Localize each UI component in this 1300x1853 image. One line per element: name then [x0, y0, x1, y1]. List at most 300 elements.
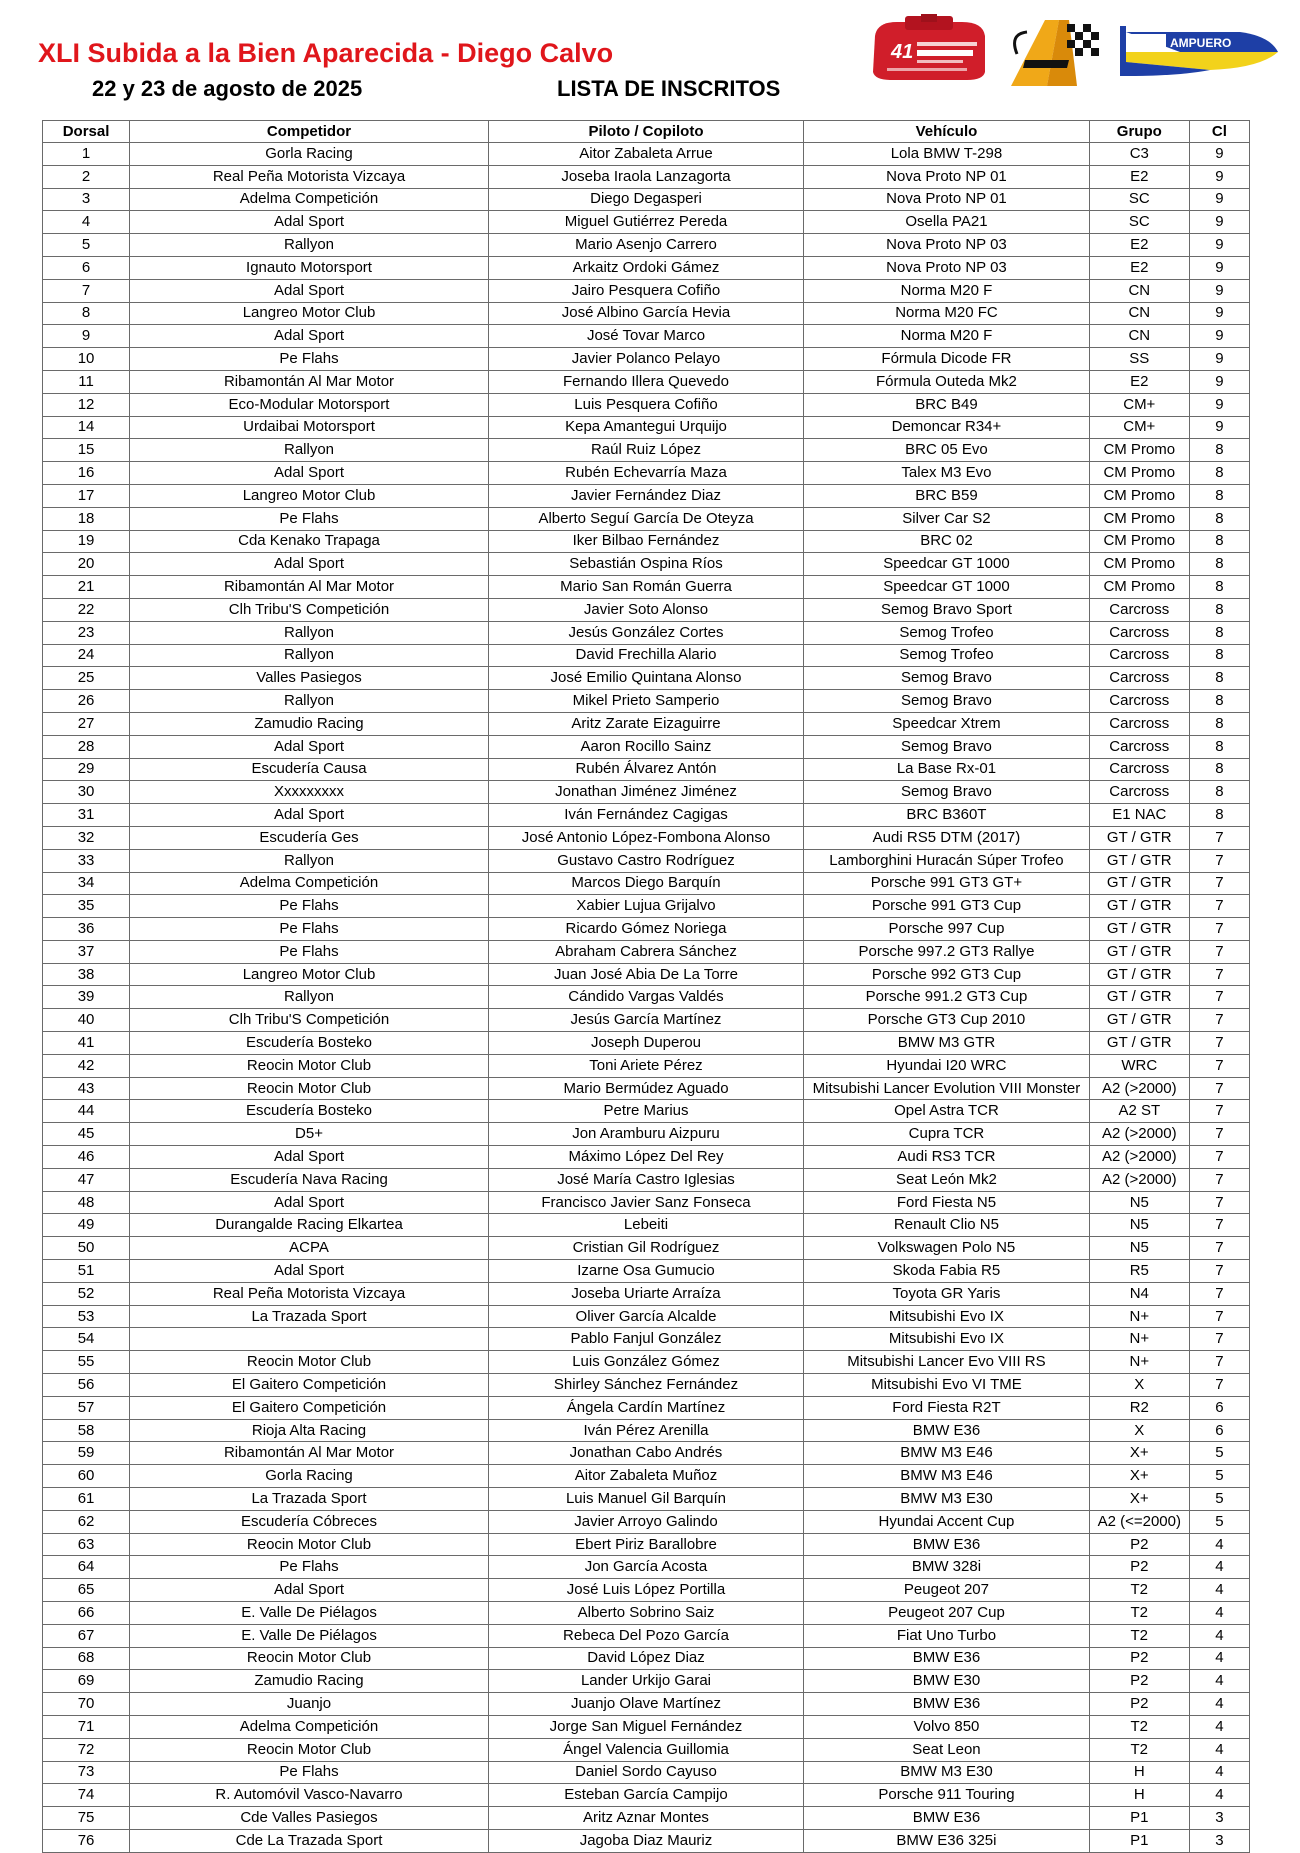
cell-competitor: Gorla Racing: [130, 143, 489, 166]
cell-group: SC: [1089, 211, 1189, 234]
cell-dorsal: 66: [43, 1602, 130, 1625]
cell-dorsal: 8: [43, 302, 130, 325]
cell-group: N5: [1089, 1191, 1189, 1214]
cell-group: H: [1089, 1784, 1189, 1807]
cell-competitor: Escudería Cóbreces: [130, 1510, 489, 1533]
cell-vehicle: Audi RS5 DTM (2017): [804, 826, 1090, 849]
cell-driver: Iván Fernández Cagigas: [488, 804, 803, 827]
cell-group: CM Promo: [1089, 439, 1189, 462]
cell-group: A2 ST: [1089, 1100, 1189, 1123]
table-row: [43, 1396, 1250, 1419]
cell-group: R2: [1089, 1396, 1189, 1419]
table-row: [43, 1579, 1250, 1602]
cell-class: 7: [1189, 1123, 1249, 1146]
cell-group: Carcross: [1089, 781, 1189, 804]
cell-competitor: La Trazada Sport: [130, 1305, 489, 1328]
table-row: [43, 1829, 1250, 1852]
table-row: [43, 712, 1250, 735]
cell-class: 4: [1189, 1738, 1249, 1761]
cell-dorsal: 25: [43, 667, 130, 690]
cell-class: 6: [1189, 1396, 1249, 1419]
cell-competitor: Rallyon: [130, 439, 489, 462]
cell-class: 8: [1189, 781, 1249, 804]
cell-driver: Jesús González Cortes: [488, 621, 803, 644]
table-row: [43, 986, 1250, 1009]
table-row: [43, 690, 1250, 713]
cell-driver: Esteban García Campijo: [488, 1784, 803, 1807]
cell-group: C3: [1089, 143, 1189, 166]
cell-dorsal: 70: [43, 1693, 130, 1716]
cell-group: P2: [1089, 1556, 1189, 1579]
cell-vehicle: Fórmula Dicode FR: [804, 348, 1090, 371]
table-row: [43, 667, 1250, 690]
cell-vehicle: Semog Trofeo: [804, 644, 1090, 667]
cell-competitor: Pe Flahs: [130, 1761, 489, 1784]
table-row: [43, 484, 1250, 507]
cell-class: 8: [1189, 644, 1249, 667]
cell-dorsal: 3: [43, 188, 130, 211]
cell-driver: Luis González Gómez: [488, 1351, 803, 1374]
cell-class: 4: [1189, 1670, 1249, 1693]
cell-dorsal: 60: [43, 1465, 130, 1488]
cell-class: 7: [1189, 1374, 1249, 1397]
cell-dorsal: 52: [43, 1282, 130, 1305]
cell-dorsal: 7: [43, 279, 130, 302]
cell-competitor: Adal Sport: [130, 1260, 489, 1283]
cell-competitor: Real Peña Motorista Vizcaya: [130, 165, 489, 188]
cell-vehicle: BMW M3 E30: [804, 1488, 1090, 1511]
page-title: XLI Subida a la Bien Aparecida - Diego Calvo: [38, 38, 614, 68]
cell-group: A2 (>2000): [1089, 1123, 1189, 1146]
cell-driver: Jairo Pesquera Cofiño: [488, 279, 803, 302]
cell-competitor: Rallyon: [130, 234, 489, 257]
cell-class: 7: [1189, 986, 1249, 1009]
cell-group: CM Promo: [1089, 576, 1189, 599]
cell-competitor: D5+: [130, 1123, 489, 1146]
table-row: [43, 1419, 1250, 1442]
cell-class: 9: [1189, 325, 1249, 348]
cell-driver: Toni Ariete Pérez: [488, 1054, 803, 1077]
cell-vehicle: Talex M3 Evo: [804, 462, 1090, 485]
cell-dorsal: 54: [43, 1328, 130, 1351]
cell-group: P1: [1089, 1807, 1189, 1830]
cell-group: T2: [1089, 1738, 1189, 1761]
cell-class: 4: [1189, 1693, 1249, 1716]
table-row: [43, 1191, 1250, 1214]
cell-group: GT / GTR: [1089, 872, 1189, 895]
cell-dorsal: 62: [43, 1510, 130, 1533]
cell-dorsal: 28: [43, 735, 130, 758]
cell-class: 8: [1189, 712, 1249, 735]
cell-driver: Joseba Uriarte Arraíza: [488, 1282, 803, 1305]
table-row: [43, 1168, 1250, 1191]
cell-group: E1 NAC: [1089, 804, 1189, 827]
table-row: [43, 1328, 1250, 1351]
cell-dorsal: 34: [43, 872, 130, 895]
cell-driver: Luis Manuel Gil Barquín: [488, 1488, 803, 1511]
cell-vehicle: Audi RS3 TCR: [804, 1146, 1090, 1169]
cell-class: 7: [1189, 1032, 1249, 1055]
table-row: [43, 598, 1250, 621]
cell-competitor: Escudería Causa: [130, 758, 489, 781]
cell-dorsal: 20: [43, 553, 130, 576]
cell-class: 7: [1189, 872, 1249, 895]
cell-competitor: [130, 1328, 489, 1351]
table-row: [43, 462, 1250, 485]
table-row: [43, 325, 1250, 348]
table-row: [43, 758, 1250, 781]
cell-vehicle: BMW M3 E46: [804, 1442, 1090, 1465]
table-row: [43, 348, 1250, 371]
cell-dorsal: 1: [43, 143, 130, 166]
table-row: [43, 1807, 1250, 1830]
cell-dorsal: 56: [43, 1374, 130, 1397]
cell-class: 8: [1189, 621, 1249, 644]
cell-group: X+: [1089, 1442, 1189, 1465]
cell-driver: Rubén Echevarría Maza: [488, 462, 803, 485]
cell-dorsal: 64: [43, 1556, 130, 1579]
cell-class: 9: [1189, 393, 1249, 416]
cell-class: 7: [1189, 1009, 1249, 1032]
cell-dorsal: 16: [43, 462, 130, 485]
cell-competitor: Adal Sport: [130, 1191, 489, 1214]
cell-group: E2: [1089, 165, 1189, 188]
cell-class: 7: [1189, 1282, 1249, 1305]
cell-group: GT / GTR: [1089, 1032, 1189, 1055]
cell-driver: Javier Soto Alonso: [488, 598, 803, 621]
cell-driver: Joseph Duperou: [488, 1032, 803, 1055]
cell-class: 8: [1189, 667, 1249, 690]
cell-driver: Aaron Rocillo Sainz: [488, 735, 803, 758]
cell-competitor: Pe Flahs: [130, 348, 489, 371]
table-row: [43, 1670, 1250, 1693]
cell-driver: Petre Marius: [488, 1100, 803, 1123]
cell-vehicle: BMW M3 GTR: [804, 1032, 1090, 1055]
cell-driver: Mario Bermúdez Aguado: [488, 1077, 803, 1100]
cell-competitor: E. Valle De Piélagos: [130, 1624, 489, 1647]
cell-driver: Ángela Cardín Martínez: [488, 1396, 803, 1419]
cell-group: P2: [1089, 1533, 1189, 1556]
table-row: [43, 1715, 1250, 1738]
table-row: [43, 1054, 1250, 1077]
cell-dorsal: 65: [43, 1579, 130, 1602]
cell-group: N+: [1089, 1351, 1189, 1374]
cell-dorsal: 5: [43, 234, 130, 257]
cell-dorsal: 15: [43, 439, 130, 462]
cell-vehicle: BMW E36: [804, 1807, 1090, 1830]
table-row: [43, 1442, 1250, 1465]
table-row: [43, 1009, 1250, 1032]
cell-competitor: Rallyon: [130, 644, 489, 667]
column-header-group: Grupo: [1089, 121, 1189, 143]
cell-driver: José Luis López Portilla: [488, 1579, 803, 1602]
cell-competitor: Escudería Bosteko: [130, 1032, 489, 1055]
cell-dorsal: 30: [43, 781, 130, 804]
cell-class: 4: [1189, 1579, 1249, 1602]
table-row: [43, 1374, 1250, 1397]
cell-dorsal: 55: [43, 1351, 130, 1374]
cell-vehicle: Seat Leon: [804, 1738, 1090, 1761]
cell-group: CM Promo: [1089, 484, 1189, 507]
cell-competitor: Clh Tribu'S Competición: [130, 1009, 489, 1032]
cell-dorsal: 39: [43, 986, 130, 1009]
cell-driver: Jorge San Miguel Fernández: [488, 1715, 803, 1738]
table-row: [43, 1510, 1250, 1533]
cell-dorsal: 53: [43, 1305, 130, 1328]
cell-class: 8: [1189, 553, 1249, 576]
table-row: [43, 439, 1250, 462]
cell-vehicle: Mitsubishi Lancer Evo VIII RS: [804, 1351, 1090, 1374]
cell-vehicle: Speedcar GT 1000: [804, 553, 1090, 576]
cell-class: 9: [1189, 188, 1249, 211]
cell-group: CM Promo: [1089, 553, 1189, 576]
cell-dorsal: 67: [43, 1624, 130, 1647]
table-row: [43, 1214, 1250, 1237]
table-header-row: [43, 121, 1250, 143]
cell-dorsal: 73: [43, 1761, 130, 1784]
cell-dorsal: 41: [43, 1032, 130, 1055]
table-row: [43, 234, 1250, 257]
cell-dorsal: 61: [43, 1488, 130, 1511]
cell-group: GT / GTR: [1089, 963, 1189, 986]
cell-group: CN: [1089, 279, 1189, 302]
cell-driver: Jonathan Cabo Andrés: [488, 1442, 803, 1465]
cell-class: 6: [1189, 1419, 1249, 1442]
cell-competitor: El Gaitero Competición: [130, 1396, 489, 1419]
cell-competitor: El Gaitero Competición: [130, 1374, 489, 1397]
cell-vehicle: Semog Trofeo: [804, 621, 1090, 644]
cell-class: 8: [1189, 462, 1249, 485]
cell-group: GT / GTR: [1089, 1009, 1189, 1032]
cell-vehicle: Mitsubishi Evo VI TME: [804, 1374, 1090, 1397]
cell-group: GT / GTR: [1089, 940, 1189, 963]
cell-class: 9: [1189, 234, 1249, 257]
cell-group: A2 (>2000): [1089, 1146, 1189, 1169]
cell-driver: Sebastián Ospina Ríos: [488, 553, 803, 576]
cell-competitor: Rallyon: [130, 690, 489, 713]
cell-vehicle: Ford Fiesta N5: [804, 1191, 1090, 1214]
cell-driver: Aitor Zabaleta Arrue: [488, 143, 803, 166]
table-row: [43, 576, 1250, 599]
cell-driver: Jon Aramburu Aizpuru: [488, 1123, 803, 1146]
cell-vehicle: Norma M20 FC: [804, 302, 1090, 325]
cell-class: 9: [1189, 348, 1249, 371]
cell-competitor: Adal Sport: [130, 735, 489, 758]
cell-class: 3: [1189, 1829, 1249, 1852]
table-row: [43, 416, 1250, 439]
cell-vehicle: Semog Bravo: [804, 667, 1090, 690]
cell-driver: Raúl Ruiz López: [488, 439, 803, 462]
cell-class: 9: [1189, 165, 1249, 188]
cell-vehicle: Semog Bravo Sport: [804, 598, 1090, 621]
cell-vehicle: BMW 328i: [804, 1556, 1090, 1579]
cell-dorsal: 22: [43, 598, 130, 621]
cell-competitor: Xxxxxxxxx: [130, 781, 489, 804]
cell-competitor: Zamudio Racing: [130, 1670, 489, 1693]
cell-competitor: Adal Sport: [130, 279, 489, 302]
cell-driver: José Albino García Hevia: [488, 302, 803, 325]
cell-class: 7: [1189, 1351, 1249, 1374]
cell-competitor: R. Automóvil Vasco-Navarro: [130, 1784, 489, 1807]
cell-group: E2: [1089, 234, 1189, 257]
table-row: [43, 781, 1250, 804]
cell-vehicle: Osella PA21: [804, 211, 1090, 234]
table-row: [43, 1465, 1250, 1488]
table-row: [43, 1556, 1250, 1579]
table-row: [43, 1488, 1250, 1511]
cell-competitor: Gorla Racing: [130, 1465, 489, 1488]
cell-class: 4: [1189, 1556, 1249, 1579]
cell-class: 7: [1189, 1260, 1249, 1283]
cell-vehicle: Seat León Mk2: [804, 1168, 1090, 1191]
cell-driver: Javier Polanco Pelayo: [488, 348, 803, 371]
cell-driver: Cristian Gil Rodríguez: [488, 1237, 803, 1260]
cell-driver: Javier Arroyo Galindo: [488, 1510, 803, 1533]
column-header-vehicle: Vehículo: [804, 121, 1090, 143]
cell-group: T2: [1089, 1715, 1189, 1738]
cell-dorsal: 45: [43, 1123, 130, 1146]
table-row: [43, 895, 1250, 918]
cell-group: N+: [1089, 1328, 1189, 1351]
cell-competitor: Reocin Motor Club: [130, 1054, 489, 1077]
cell-driver: Máximo López Del Rey: [488, 1146, 803, 1169]
cell-group: T2: [1089, 1579, 1189, 1602]
cell-group: GT / GTR: [1089, 895, 1189, 918]
cell-driver: Jonathan Jiménez Jiménez: [488, 781, 803, 804]
svg-text:AMPUERO: AMPUERO: [1170, 36, 1232, 50]
table-row: [43, 1738, 1250, 1761]
cell-dorsal: 27: [43, 712, 130, 735]
cell-dorsal: 49: [43, 1214, 130, 1237]
cell-dorsal: 46: [43, 1146, 130, 1169]
cell-dorsal: 29: [43, 758, 130, 781]
cell-dorsal: 69: [43, 1670, 130, 1693]
cell-driver: Marcos Diego Barquín: [488, 872, 803, 895]
cell-driver: Ángel Valencia Guillomia: [488, 1738, 803, 1761]
cell-vehicle: La Base Rx-01: [804, 758, 1090, 781]
cell-vehicle: Porsche 997 Cup: [804, 918, 1090, 941]
cell-group: N5: [1089, 1214, 1189, 1237]
cell-competitor: Langreo Motor Club: [130, 302, 489, 325]
cell-dorsal: 21: [43, 576, 130, 599]
cell-group: A2 (>2000): [1089, 1077, 1189, 1100]
cell-competitor: Reocin Motor Club: [130, 1533, 489, 1556]
cell-competitor: Pe Flahs: [130, 940, 489, 963]
cell-driver: Iker Bilbao Fernández: [488, 530, 803, 553]
table-row: [43, 1624, 1250, 1647]
cell-vehicle: Lamborghini Huracán Súper Trofeo: [804, 849, 1090, 872]
table-row: [43, 256, 1250, 279]
cell-group: R5: [1089, 1260, 1189, 1283]
cell-dorsal: 26: [43, 690, 130, 713]
rally-badge-logo: [867, 14, 991, 84]
cell-group: N4: [1089, 1282, 1189, 1305]
cell-dorsal: 75: [43, 1807, 130, 1830]
cell-competitor: Rallyon: [130, 986, 489, 1009]
cell-dorsal: 38: [43, 963, 130, 986]
cell-vehicle: Hyundai I20 WRC: [804, 1054, 1090, 1077]
ampuero-logo: [1120, 22, 1280, 78]
cell-class: 5: [1189, 1465, 1249, 1488]
cell-vehicle: Mitsubishi Lancer Evolution VIII Monster: [804, 1077, 1090, 1100]
cell-class: 9: [1189, 211, 1249, 234]
cell-driver: Miguel Gutiérrez Pereda: [488, 211, 803, 234]
cell-class: 4: [1189, 1784, 1249, 1807]
cell-vehicle: Norma M20 F: [804, 325, 1090, 348]
cell-dorsal: 74: [43, 1784, 130, 1807]
cell-competitor: Adelma Competición: [130, 188, 489, 211]
cell-dorsal: 10: [43, 348, 130, 371]
cell-vehicle: Peugeot 207: [804, 1579, 1090, 1602]
cell-competitor: Pe Flahs: [130, 507, 489, 530]
cell-class: 3: [1189, 1807, 1249, 1830]
cell-vehicle: Lola BMW T-298: [804, 143, 1090, 166]
cell-class: 7: [1189, 895, 1249, 918]
cell-class: 9: [1189, 279, 1249, 302]
cell-group: Carcross: [1089, 621, 1189, 644]
table-row: [43, 1077, 1250, 1100]
cell-dorsal: 47: [43, 1168, 130, 1191]
table-row: [43, 370, 1250, 393]
cell-vehicle: BRC B360T: [804, 804, 1090, 827]
cell-driver: David Frechilla Alario: [488, 644, 803, 667]
cell-competitor: Rioja Alta Racing: [130, 1419, 489, 1442]
cell-competitor: Reocin Motor Club: [130, 1647, 489, 1670]
cell-class: 8: [1189, 439, 1249, 462]
cell-group: P2: [1089, 1693, 1189, 1716]
cell-vehicle: Speedcar Xtrem: [804, 712, 1090, 735]
cell-vehicle: Ford Fiesta R2T: [804, 1396, 1090, 1419]
cell-vehicle: Silver Car S2: [804, 507, 1090, 530]
cell-dorsal: 43: [43, 1077, 130, 1100]
cell-competitor: Juanjo: [130, 1693, 489, 1716]
cell-dorsal: 50: [43, 1237, 130, 1260]
cell-group: CM Promo: [1089, 462, 1189, 485]
cell-vehicle: Toyota GR Yaris: [804, 1282, 1090, 1305]
table-row: [43, 804, 1250, 827]
cell-group: Carcross: [1089, 598, 1189, 621]
cell-class: 7: [1189, 1237, 1249, 1260]
cell-vehicle: Mitsubishi Evo IX: [804, 1305, 1090, 1328]
cell-class: 8: [1189, 576, 1249, 599]
cell-group: P1: [1089, 1829, 1189, 1852]
cell-competitor: Reocin Motor Club: [130, 1351, 489, 1374]
table-row: [43, 940, 1250, 963]
cell-competitor: Langreo Motor Club: [130, 963, 489, 986]
cell-driver: Aitor Zabaleta Muñoz: [488, 1465, 803, 1488]
column-header-competitor: Competidor: [130, 121, 489, 143]
cell-competitor: Pe Flahs: [130, 895, 489, 918]
list-subtitle: LISTA DE INSCRITOS: [557, 76, 781, 101]
cell-driver: José Emilio Quintana Alonso: [488, 667, 803, 690]
cell-competitor: Escudería Nava Racing: [130, 1168, 489, 1191]
cell-vehicle: Volkswagen Polo N5: [804, 1237, 1090, 1260]
cell-group: CM Promo: [1089, 530, 1189, 553]
cell-driver: Joseba Iraola Lanzagorta: [488, 165, 803, 188]
table-row: [43, 165, 1250, 188]
cell-class: 4: [1189, 1715, 1249, 1738]
cell-class: 9: [1189, 416, 1249, 439]
cell-competitor: Adal Sport: [130, 325, 489, 348]
cell-vehicle: Porsche GT3 Cup 2010: [804, 1009, 1090, 1032]
cell-dorsal: 35: [43, 895, 130, 918]
cell-driver: Diego Degasperi: [488, 188, 803, 211]
table-row: [43, 1305, 1250, 1328]
cell-vehicle: Semog Bravo: [804, 690, 1090, 713]
cell-vehicle: Semog Bravo: [804, 735, 1090, 758]
cell-group: N5: [1089, 1237, 1189, 1260]
cell-group: T2: [1089, 1602, 1189, 1625]
